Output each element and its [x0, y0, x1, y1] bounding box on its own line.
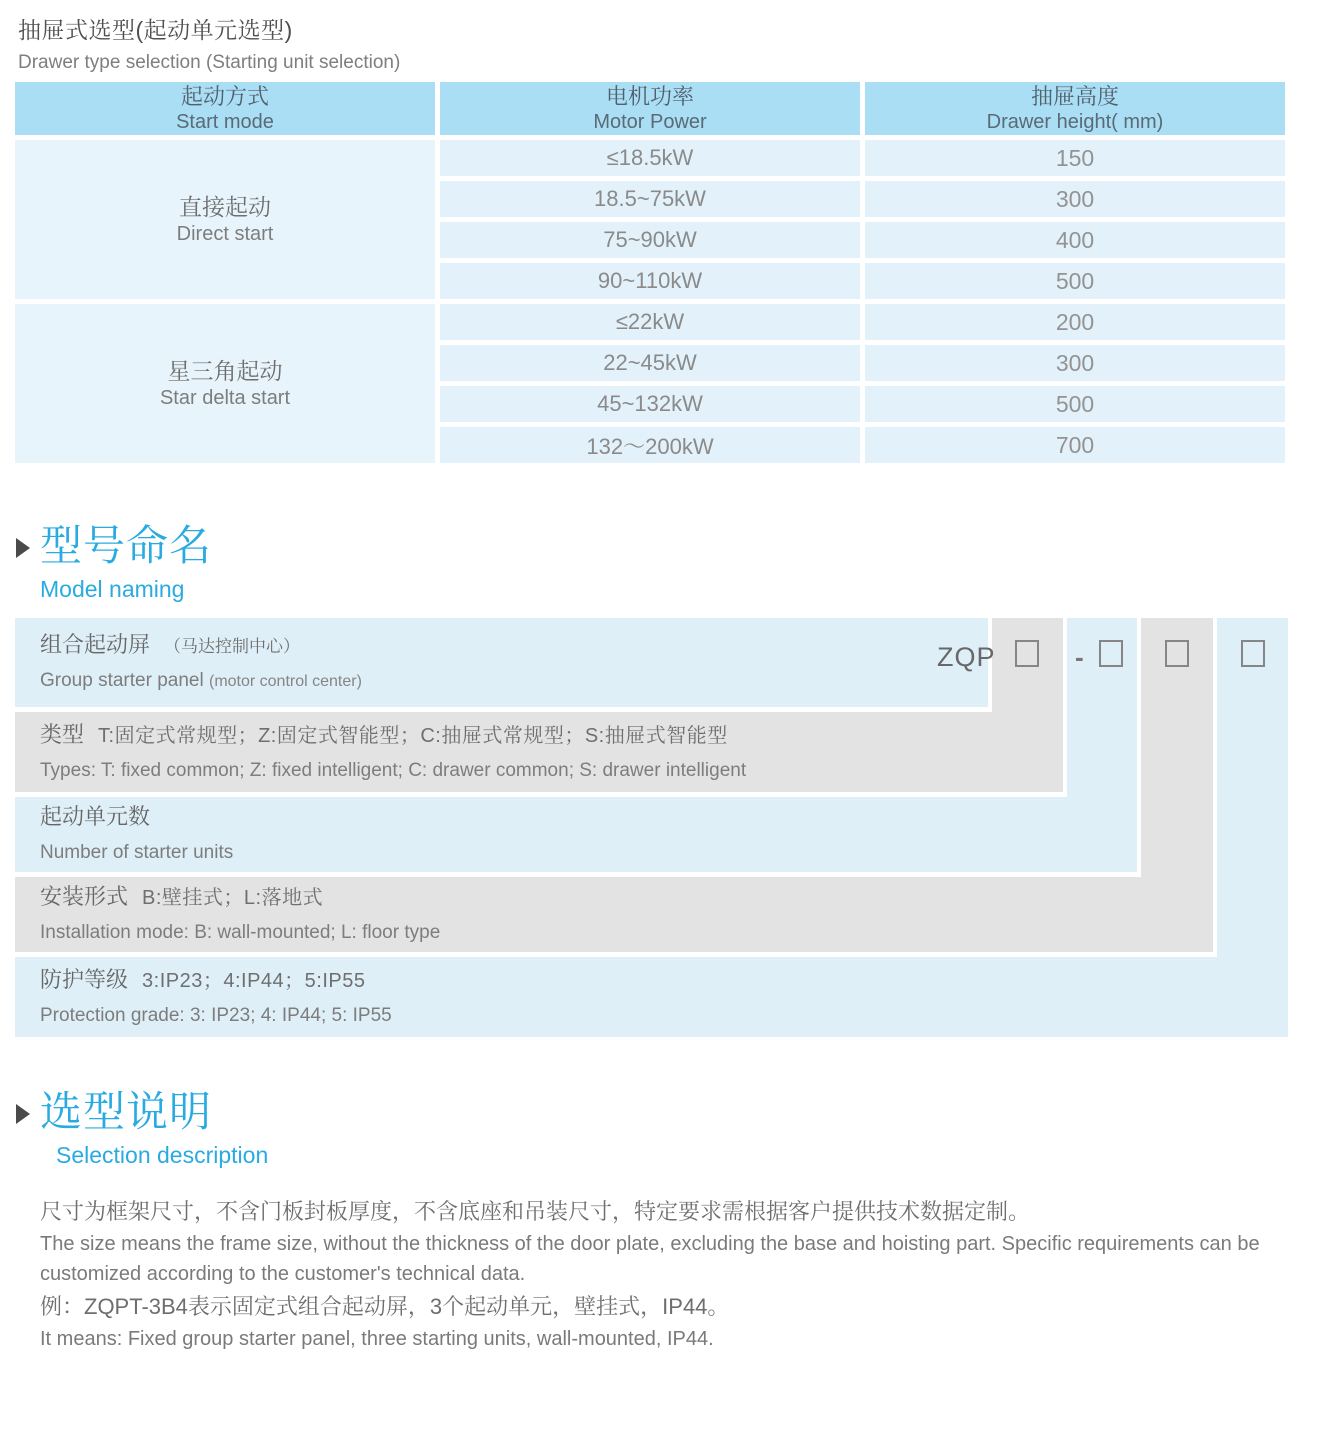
table-cell: 132～200kW [440, 427, 860, 463]
table-header-row [15, 82, 1285, 135]
description-zh: 尺寸为框架尺寸，不含门板封板厚度，不含底座和吊装尺寸，特定要求需根据客户提供技术数据定制。 [40, 1199, 1031, 1224]
header-label-zh: 抽屉高度 [1030, 83, 1119, 109]
section-heading-model-naming [16, 522, 212, 603]
cell-direct-start [15, 140, 435, 299]
row-label-zh: 防护等级 [40, 966, 129, 992]
row-label-en: Group starter panel [40, 669, 204, 691]
power-group-direct [440, 140, 860, 299]
heading-en: Model naming [40, 576, 185, 602]
header-label-zh: 电机功率 [605, 83, 694, 109]
table-cell: 500 [865, 263, 1285, 299]
table-cell: 90~110kW [440, 263, 860, 299]
drawer-selection-table [15, 82, 1285, 463]
height-group-star-delta [865, 304, 1285, 463]
header-label-en: Drawer height( mm) [986, 110, 1164, 133]
table-cell: 200 [865, 304, 1285, 340]
table-header-start-mode [15, 82, 435, 135]
cell-star-delta-start [15, 304, 435, 463]
mode-label-zh: 直接起动 [179, 193, 271, 220]
section-heading-selection-description [16, 1088, 268, 1169]
table-cell: 75~90kW [440, 222, 860, 258]
model-row-installation-mode [15, 877, 1213, 952]
triangle-bullet-icon [16, 538, 30, 558]
height-group-direct [865, 140, 1285, 299]
description-en: The size means the frame size, without the thickness of the door plate, excluding the base and hoisting part. Specific requirements can be customized according to the customer's technical data. [40, 1233, 1260, 1285]
model-code-box-units [1099, 640, 1123, 667]
table-cell: ≤22kW [440, 304, 860, 340]
model-row-protection-grade [15, 957, 1288, 1037]
row-label-zh: 起动单元数 [40, 804, 151, 829]
row-note-en: (motor control center) [208, 672, 362, 690]
page-title [18, 12, 400, 74]
table-cell: ≤18.5kW [440, 140, 860, 176]
page-title-zh: 抽屉式选型(起动单元选型) [18, 17, 293, 43]
mode-label-en: Direct start [176, 222, 274, 245]
page-title-en: Drawer type selection (Starting unit selection) [18, 52, 401, 73]
heading-zh: 型号命名 [40, 522, 213, 569]
heading-text [40, 522, 212, 603]
row-note-zh: （马达控制中心） [164, 636, 301, 656]
mode-label-en: Star delta start [159, 386, 291, 409]
model-row-starter-units [15, 797, 1137, 872]
example-en: It means: Fixed group starter panel, three starting units, wall-mounted, IP44. [40, 1328, 714, 1350]
row-label-zh: 安装形式 [40, 884, 129, 909]
row-label-en: Number of starter units [40, 842, 234, 863]
column-motor-power [440, 140, 860, 463]
row-detail-zh: 3:IP23；4:IP44；5:IP55 [142, 969, 366, 992]
table-cell: 300 [865, 345, 1285, 381]
table-cell: 22~45kW [440, 345, 860, 381]
model-naming-diagram [15, 618, 1288, 1037]
row-label-en: Types: T: fixed common; Z: fixed intelligent; C: drawer common; S: drawer intelligent [40, 759, 747, 781]
column-drawer-height [865, 140, 1285, 463]
table-cell: 500 [865, 386, 1285, 422]
heading-text [40, 1088, 268, 1169]
column-start-mode [15, 140, 435, 463]
table-cell: 45~132kW [440, 386, 860, 422]
row-label-en: Installation mode: B: wall-mounted; L: floor type [40, 922, 441, 943]
table-cell: 300 [865, 181, 1285, 217]
selection-description-body [40, 1196, 1292, 1356]
header-label-zh: 起动方式 [180, 83, 269, 109]
row-detail-zh: T:固定式常规型；Z:固定式智能型；C:抽屉式常规型；S:抽屉式智能型 [98, 724, 728, 747]
table-cell: 150 [865, 140, 1285, 176]
model-code-box-type [1015, 640, 1039, 667]
table-cell: 700 [865, 427, 1285, 463]
row-label-zh: 组合起动屏 [40, 631, 151, 657]
row-label-zh: 类型 [40, 721, 85, 747]
table-header-drawer-height [865, 82, 1285, 135]
heading-zh: 选型说明 [40, 1088, 213, 1135]
power-group-star-delta [440, 304, 860, 463]
model-code-box-installation [1165, 640, 1189, 667]
model-code-box-protection [1241, 640, 1265, 667]
table-cell: 400 [865, 222, 1285, 258]
model-row-group-starter-panel [15, 618, 988, 707]
header-label-en: Start mode [176, 110, 274, 133]
triangle-bullet-icon [16, 1104, 30, 1124]
header-label-en: Motor Power [593, 110, 707, 133]
row-label-en: Protection grade: 3: IP23; 4: IP44; 5: IP55 [40, 1004, 392, 1026]
row-detail-zh: B:壁挂式；L:落地式 [142, 887, 324, 909]
heading-en: Selection description [56, 1142, 269, 1168]
table-cell: 18.5~75kW [440, 181, 860, 217]
model-row-types [15, 712, 1063, 792]
mode-label-zh: 星三角起动 [167, 357, 283, 384]
table-body [15, 140, 1285, 463]
model-code-separator: - [1075, 642, 1084, 672]
example-zh: 例：ZQPT-3B4表示固定式组合起动屏，3个起动单元，壁挂式，IP44。 [40, 1294, 730, 1319]
model-code-prefix: ZQP [937, 642, 996, 672]
table-header-motor-power [440, 82, 860, 135]
